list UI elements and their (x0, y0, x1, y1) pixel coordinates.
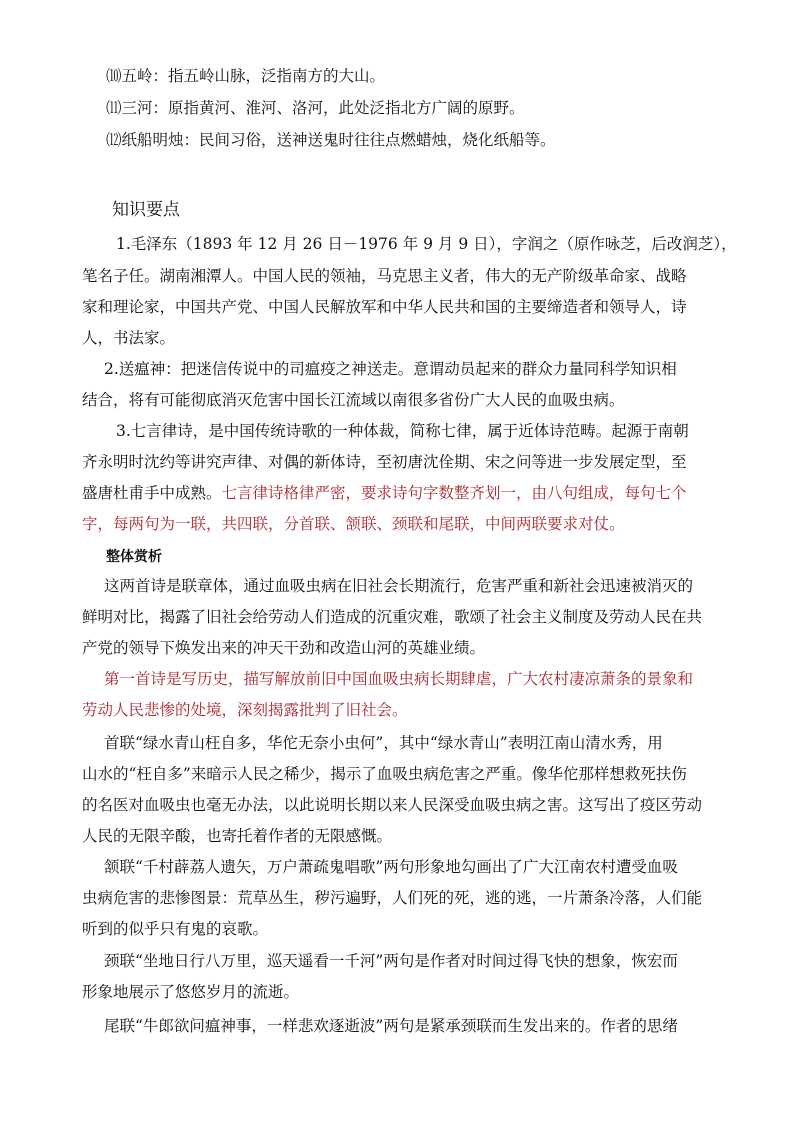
knowledge-item-3-line: 3.七言律诗，是中国传统诗歌的一种体裁，简称七律，属于近体诗范畴。起源于南朝 (116, 422, 689, 440)
appreciation-para-5-line: 形象地展示了悠悠岁月的流逝。 (82, 983, 300, 1001)
knowledge-item-1-line: 人，书法家。 (82, 329, 176, 347)
knowledge-item-3-text: 盛唐杜甫手中成熟。 (82, 484, 222, 502)
appreciation-para-4-line: 听到的似乎只有鬼的哀歌。 (82, 920, 269, 938)
knowledge-item-1-line: 1.毛泽东（1893 年 12 月 26 日－1976 年 9 月 9 日），字润之（原作咏芝，后改润芝）， (116, 235, 737, 253)
appreciation-para-1-line: 这两首诗是联章体，通过血吸虫病在旧社会长期流行，危害严重和新社会迅速被消灭的 (104, 577, 694, 595)
appreciation-para-1-line: 鲜明对比，揭露了旧社会给劳动人们造成的沉重灾难，歌颂了社会主义制度及劳动人民在共 (82, 608, 703, 626)
appreciation-para-2-line: 劳动人民悲惨的处境，深刻揭露批判了旧社会。 (82, 701, 408, 719)
appreciation-para-3-line: 的名医对血吸虫也毫无办法，以此说明长期以来人民深受血吸虫病之害。这写出了疫区劳动 (82, 796, 703, 814)
knowledge-item-3-highlight: 七言律诗格律严密，要求诗句字数整齐划一，由八句组成，每句七个 (221, 484, 687, 502)
appreciation-para-4-line: 颔联“千村薜荔人遗矢，万户萧疏鬼唱歌”两句形象地勾画出了广大江南农村遭受血吸 (104, 858, 678, 876)
appreciation-para-4-line: 虫病危害的悲惨图景：荒草丛生，秽污遍野，人们死的死，逃的逃，一片萧条冷落，人们能 (82, 889, 703, 907)
appreciation-para-2-line: 第一首诗是写历史，描写解放前旧中国血吸虫病长期肆虐，广大农村凄凉萧条的景象和 (104, 670, 694, 688)
note-10: ⑽五岭：指五岭山脉，泛指南方的大山。 (106, 67, 386, 85)
section-heading-appreciation: 整体赏析 (106, 549, 162, 565)
knowledge-item-2-line: 2.送瘟神：把迷信传说中的司瘟疫之神送走。意谓动员起来的群众力量同科学知识相 (104, 360, 677, 378)
knowledge-item-1-line: 家和理论家，中国共产党、中国人民解放军和中华人民共和国的主要缔造者和领导人，诗 (82, 298, 687, 316)
knowledge-item-3-line (82, 483, 687, 503)
appreciation-para-6-line: 尾联“牛郎欲问瘟神事，一样悲欢逐逝波”两句是紧承颈联而生发出来的。作者的思绪 (104, 1017, 678, 1035)
note-11: ⑾三河：原指黄河、淮河、洛河，此处泛指北方广阔的原野。 (106, 99, 525, 117)
appreciation-para-5-line: 颈联“坐地日行八万里，巡天遥看一千河”两句是作者对时间过得飞快的想象，恢宏而 (104, 952, 678, 970)
appreciation-para-3-line: 山水的“枉自多”来暗示人民之稀少，揭示了血吸虫病危害之严重。像华佗那样想救死扶伤 (82, 765, 687, 783)
appreciation-para-1-line: 产党的领导下焕发出来的冲天干劲和改造山河的英雄业绩。 (82, 639, 486, 657)
knowledge-item-1-line: 笔名子任。湖南湘潭人。中国人民的领袖，马克思主义者，伟大的无产阶级革命家、战略 (82, 267, 687, 285)
note-12: ⑿纸船明烛：民间习俗，送神送鬼时往往点燃蜡烛，烧化纸船等。 (106, 131, 556, 149)
knowledge-item-3-highlight: 字，每两句为一联，共四联，分首联、颔联、颈联和尾联，中间两联要求对仗。 (82, 515, 625, 533)
knowledge-item-2-line: 结合，将有可能彻底消灭危害中国长江流域以南很多省份广大人民的血吸虫病。 (82, 391, 625, 409)
knowledge-item-3-line: 齐永明时沈约等讲究声律、对偶的新体诗，至初唐沈佺期、宋之问等进一步发展定型，至 (82, 453, 687, 471)
appreciation-para-3-line: 首联“绿水青山枉自多，华佗无奈小虫何”，其中“绿水青山”表明江南山清水秀，用 (104, 734, 663, 752)
section-heading-knowledge: 知识要点 (112, 200, 180, 220)
appreciation-para-3-line: 人民的无限辛酸，也寄托着作者的无限感慨。 (82, 827, 393, 845)
